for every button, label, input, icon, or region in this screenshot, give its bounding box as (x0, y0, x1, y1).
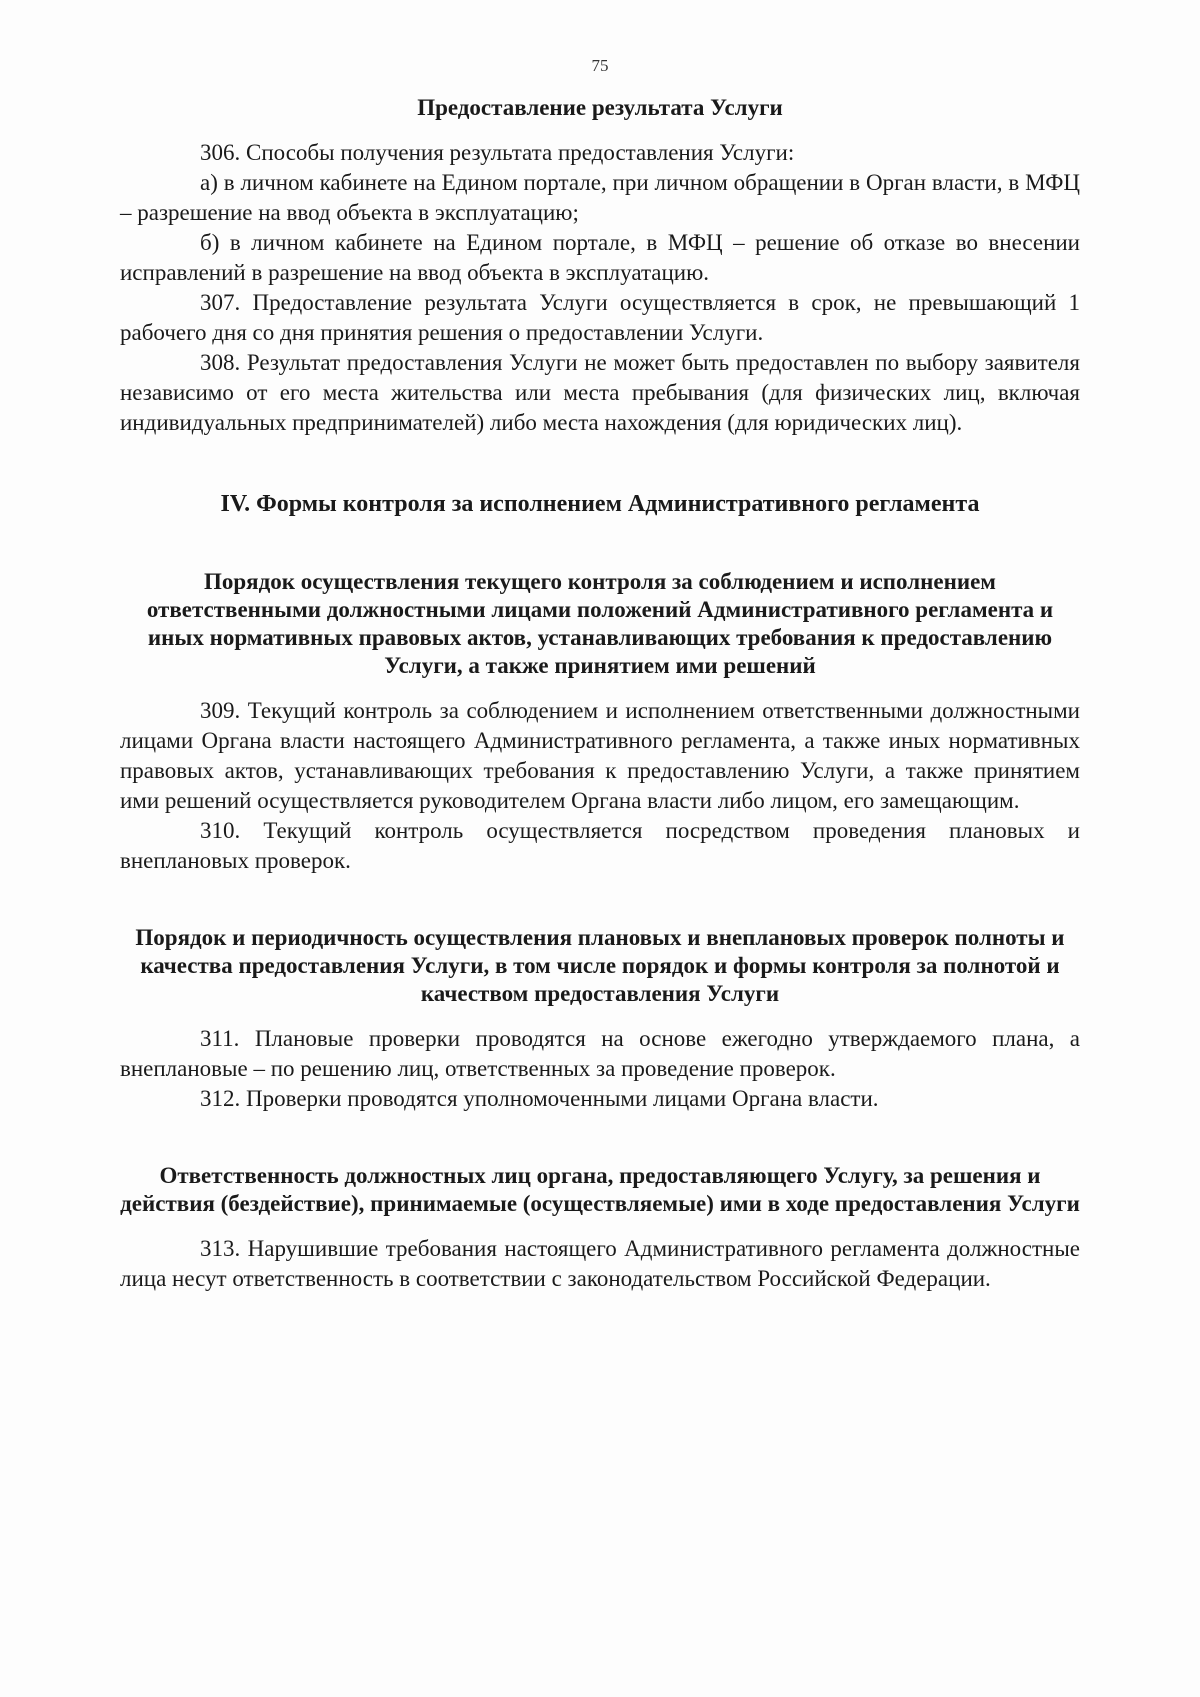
section-heading-inspections: Порядок и периодичность осуществления плановых и внеплановых проверок полноты и качества предоставления Услуги, в том числе порядок и формы контроля за полнотой и качеством предоставления Услуги (135, 925, 1065, 1006)
paragraph-306-a: а) в личном кабинете на Едином портале, при личном обращении в Орган власти, в МФЦ – разрешение на ввод объекта в эксплуатацию; (120, 170, 1080, 225)
paragraph-312: 312. Проверки проводятся уполномоченными лицами Органа власти. (200, 1086, 879, 1111)
chapter-heading-iv: IV. Формы контроля за исполнением Административного регламента (220, 491, 980, 517)
paragraph-310: 310. Текущий контроль осуществляется посредством проведения плановых и внеплановых проверок. (120, 818, 1080, 873)
section-heading-result: Предоставление результата Услуги (417, 95, 783, 120)
page-number: 75 (591, 56, 609, 75)
section-heading-current-control: Порядок осуществления текущего контроля за соблюдением и исполнением ответственными должностными лицами положений Административного регламента и иных нормативных правовых актов, устанавливающих требования к предоставлению Услуги, а также принятием ими решений (146, 569, 1054, 678)
paragraph-313: 313. Нарушившие требования настоящего Административного регламента должностные лица несут ответственность в соответствии с законодательством Российской Федерации. (120, 1236, 1080, 1291)
paragraph-307: 307. Предоставление результата Услуги осуществляется в срок, не превышающий 1 рабочего дня со дня принятия решения о предоставлении Услуги. (120, 290, 1080, 345)
section-heading-responsibility: Ответственность должностных лиц органа, предоставляющего Услугу, за решения и действия (бездействие), принимаемые (осуществляемые) ими в ходе предоставления Услуги (120, 1163, 1080, 1216)
paragraph-306: 306. Способы получения результата предоставления Услуги: (200, 140, 795, 165)
paragraph-311: 311. Плановые проверки проводятся на основе ежегодно утверждаемого плана, а внеплановые – по решению лиц, ответственных за проведение проверок. (120, 1026, 1080, 1081)
paragraph-306-b: б) в личном кабинете на Едином портале, в МФЦ – решение об отказе во внесении исправлений в разрешение на ввод объекта в эксплуатацию. (120, 230, 1080, 285)
paragraph-309: 309. Текущий контроль за соблюдением и исполнением ответственными должностными лицами Органа власти настоящего Административного регламента, а также иных нормативных правовых актов, устанавливающих требования к предоставлению Услуги, а также принятием ими решений осуществляется руководителем Органа власти либо лицом, его замещающим. (120, 698, 1080, 813)
paragraph-308: 308. Результат предоставления Услуги не может быть предоставлен по выбору заявителя независимо от его места жительства или места пребывания (для физических лиц, включая индивидуальных предпринимателей) либо места нахождения (для юридических лиц). (120, 350, 1080, 435)
